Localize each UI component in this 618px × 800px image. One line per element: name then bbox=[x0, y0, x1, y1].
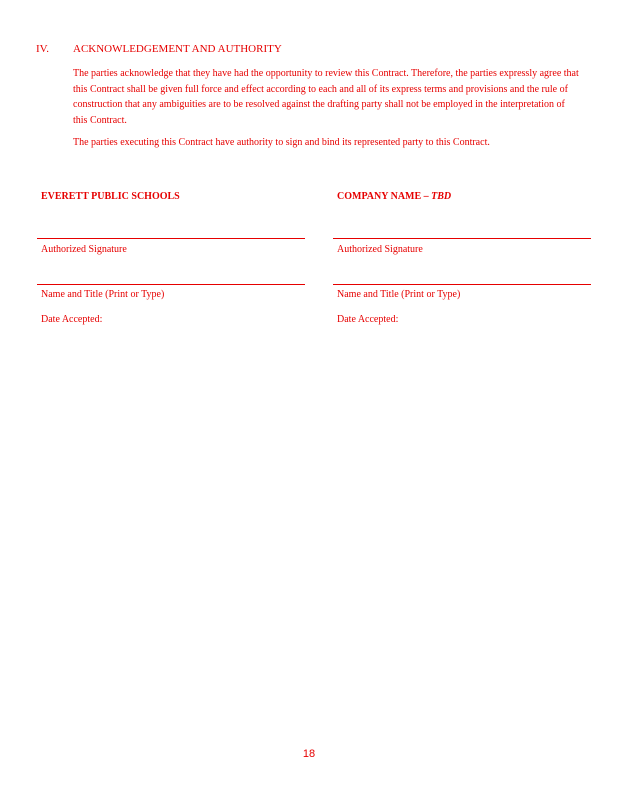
right-party-name-text: COMPANY NAME – bbox=[337, 191, 429, 202]
left-name-title-line[interactable] bbox=[37, 284, 305, 285]
right-date-accepted-label: Date Accepted: bbox=[337, 314, 399, 325]
right-party-tbd: TBD bbox=[431, 191, 452, 202]
right-name-title-line[interactable] bbox=[333, 284, 591, 285]
left-signature-label: Authorized Signature bbox=[41, 244, 127, 255]
right-name-title-label: Name and Title (Print or Type) bbox=[337, 289, 461, 300]
section-title: ACKNOWLEDGEMENT AND AUTHORITY bbox=[73, 43, 282, 55]
section-number: IV. bbox=[36, 43, 49, 55]
right-signature-line[interactable] bbox=[333, 238, 591, 239]
section-heading bbox=[36, 42, 282, 56]
left-party-name: EVERETT PUBLIC SCHOOLS bbox=[41, 191, 180, 202]
left-date-accepted-label: Date Accepted: bbox=[41, 314, 103, 325]
left-signature-line[interactable] bbox=[37, 238, 305, 239]
acknowledgement-paragraph: The parties acknowledge that they have had the opportunity to review this Contract. Therefore, the parties expressly agree that this Contract shall be given full force and effect according to each and all of its express terms and provisions and the rule of construction that any ambiguities are to be resolved against the drafting party shall not be employed in the interpretation of this Contract. bbox=[73, 68, 579, 126]
authority-paragraph: The parties executing this Contract have authority to sign and bind its represented party to this Contract. bbox=[73, 137, 490, 148]
right-signature-label: Authorized Signature bbox=[337, 244, 423, 255]
page-number: 18 bbox=[302, 748, 316, 760]
right-party-name bbox=[337, 190, 451, 203]
left-name-title-label: Name and Title (Print or Type) bbox=[41, 289, 165, 300]
